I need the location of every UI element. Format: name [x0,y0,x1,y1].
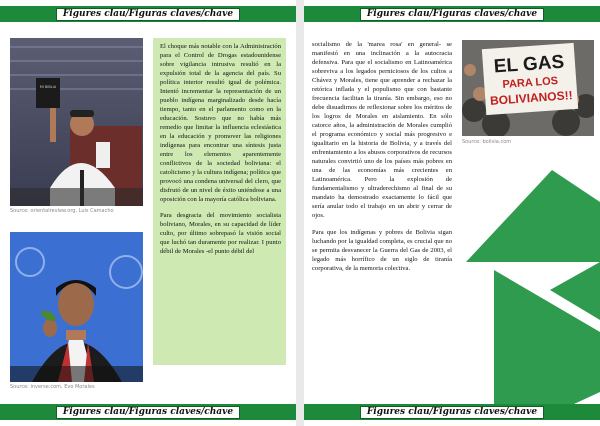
decorative-triangles [454,170,600,404]
morales-photo [10,232,143,382]
morales-photo-illustration [10,232,143,382]
right-text-column [312,40,452,281]
camacho-photo [10,38,143,206]
sign-line-1: EL GAS [493,51,565,78]
bible-text: MI BIBLIA [39,85,57,89]
bottom-banner-right [304,404,600,420]
top-banner-left [0,6,296,22]
banner-label: Figures clau/Figuras claves/chave [56,8,240,21]
right-paragraph-2: Para que los indígenas y pobres de Bolivia sigan luchando por la igualdad completa, es crucial que no se permita desvanecer la Guerra del Gas de 2003, el legado más horrífico de un siglo de tiranía corporativa, de la memoria colectiva. [312,229,452,272]
morales-caption: Source: inverse.com, Evo Morales [10,384,95,390]
protest-photo-illustration [462,40,594,136]
sign-line-2: PARA LOS [502,75,559,91]
protest-caption: Source: bolivia.com [462,139,512,145]
left-text-box [153,38,286,365]
left-paragraph-1: El choque más notable con la Administración para el Control de Drogas estadounidense sobre vigilancia intrusiva resultó en la expulsión total de la agencia del país. Su política interior resultó igual de polémica. Intentó incrementar la representación de un pueblo indígena marginalizado desde hacía tiempo, tanto en el parlamento como en la educación. Sostuvo que no había más remedio que limitar la influencia eclesiástica en la educación y promover las religiones indígenas para encontrar una síntesis justa entre los elementos aparentemente conflictivos de la sociedad boliviana: el catolicismo y la cultura indígena; política que provocó una condena universal del clero, que disfrutó de un nivel de éxito uniéndose a una oposición con la mayoría católica boliviana. [160,43,281,203]
left-paragraph-2: Para desgracia del movimiento socialista boliviano, Morales, en su capacidad de líder culto, por último sobrepasó la visión social que luchó tan duramente por realizar. I punto débil de Morales -el punto débil del [160,212,281,255]
banner-label: Figures clau/Figuras claves/chave [56,406,240,419]
banner-label: Figures clau/Figuras claves/chave [360,406,544,419]
left-page [0,0,296,426]
camacho-photo-illustration [10,38,143,206]
top-banner-right [304,6,600,22]
sign-line-3: BOLIVIANOS!! [489,88,574,108]
banner-label: Figures clau/Figuras claves/chave [360,8,544,21]
bottom-banner-left [0,404,296,420]
protest-photo [462,40,594,136]
camacho-caption: Source: orientalreview.org, Luis Camacho [10,208,114,214]
right-paragraph-1: socialismo de la 'marea rosa' en general- se manifestó en una inclinación a la autocracia defensiva. Para que el socialismo en Latinoamérica sobreviva a los legados perniciosos de los cultos a Chávez y Morales, tiene que aprender a rechazar la retórica inflada y el populismo que con bastante frecuencia facilitan la tiranía. Sin embargo, eso no debe disuadirnos de reflexionar sobre los méritos de los logros de Morales en aislamiento. En sólo catorce años, la administración de Morales cumplió el programa económico y social más progresivo e igualitario en la historia de Bolivia, y a través del enfrentamiento a los abusos corporativos de recursos naturales convirtió uno de los países más pobres en una de las economías más crecientes en Latinoamérica. Pero la explosión de fundamentalismo y ultraderechismo al final de su mandato ha demostrado exactamente lo fácil que sería anular todo el trabajo en un abrir y cerrar de ojos. [312,41,452,219]
